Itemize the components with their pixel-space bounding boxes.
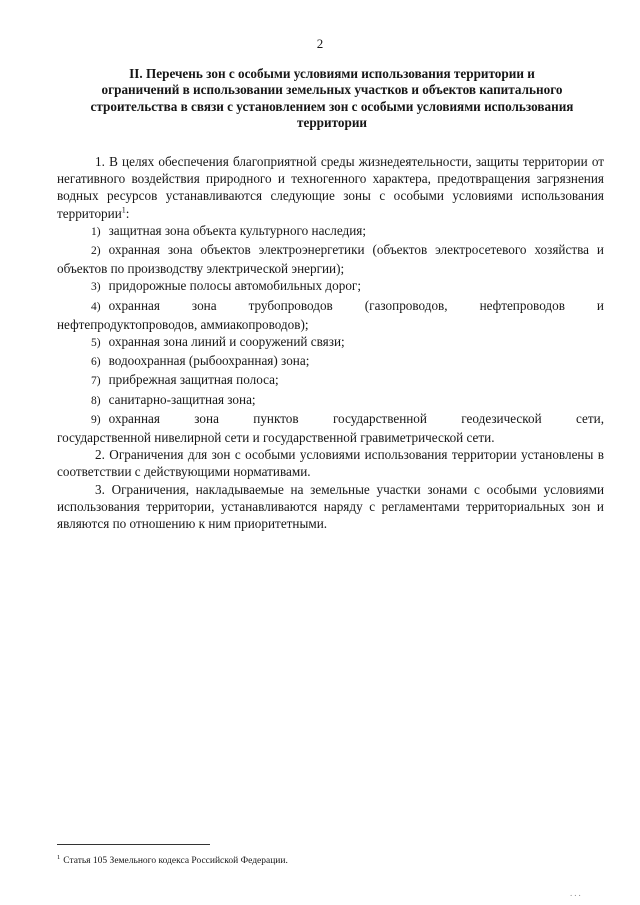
paragraph-1-end: : <box>125 205 130 221</box>
page-number: 2 <box>316 36 324 51</box>
list-item-text: охранная зона трубопроводов (газопроводов, нефтепроводов и <box>108 297 604 313</box>
list-item <box>57 371 604 390</box>
list-item <box>57 410 604 446</box>
list-item <box>57 333 604 352</box>
list-item-number: 3) <box>91 281 101 294</box>
list-item-number: 1) <box>91 225 101 238</box>
list-item-text: придорожные полосы автомобильных дорог; <box>108 278 361 294</box>
list-item-number: 4) <box>91 300 101 313</box>
list-item <box>57 297 604 333</box>
list-item-number: 5) <box>91 337 101 350</box>
paragraph-1-text: 1. В целях обеспечения благоприятной среды жизнедеятельности, защиты территории от негативного воздействия природного и техногенного характера, предотвращения загрязнения водных ресурсов устанавливаются следующие зоны с особыми условиями использования территории <box>57 154 604 221</box>
list-item <box>57 352 604 371</box>
paragraph-2: 2. Ограничения для зон с особыми условиями использования территории установлены в соответствии с действующими нормативами. <box>57 447 604 480</box>
list-item <box>57 391 604 410</box>
paragraph-1 <box>57 153 604 222</box>
heading-line-1: II. Перечень зон с особыми условиями использования территории и <box>129 66 535 81</box>
list-item-number: 2) <box>91 245 101 258</box>
list-item-number: 9) <box>91 413 101 426</box>
list-item <box>57 241 604 277</box>
list-item-text: водоохранная (рыбоохранная) зона; <box>108 353 310 369</box>
document-body <box>57 153 604 532</box>
list-item-number: 6) <box>91 356 101 369</box>
footnote-divider <box>57 844 210 845</box>
list-item-text: охранная зона линий и сооружений связи; <box>108 334 345 350</box>
list-item-line-1 <box>57 410 604 429</box>
heading-line-3: строительства в связи с установлением зон с особыми условиями использования <box>90 98 574 114</box>
heading-line-4: территории <box>296 115 368 131</box>
list-item <box>57 277 604 296</box>
corner-mark: ... <box>570 888 583 898</box>
list-item-text: защитная зона объекта культурного наследия; <box>108 222 367 238</box>
footnote-mark: 1 <box>57 854 61 861</box>
heading-line-2: ограничений в использовании земельных участков и объектов капитального <box>101 82 563 98</box>
list-item-text: прибрежная защитная полоса; <box>108 372 279 388</box>
list-item-line-1 <box>57 297 604 316</box>
list-item-number: 7) <box>91 375 101 388</box>
list-item-text-continued: нефтепродуктопроводов, аммиакопроводов); <box>57 316 309 332</box>
section-heading <box>60 66 604 132</box>
list-item-text: охранная зона пунктов государственной геодезической сети, <box>108 410 604 426</box>
list-item-text: охранная зона объектов электроэнергетики (объектов электросетевого хозяйства и объектов по производству электрической энергии); <box>57 242 604 277</box>
list-item <box>57 222 604 241</box>
list-item-text: санитарно-защитная зона; <box>108 391 256 407</box>
list-item-number: 8) <box>91 394 101 407</box>
footnote-text: Статья 105 Земельного кодекса Российской Федерации. <box>63 856 288 867</box>
footnote <box>57 852 288 867</box>
paragraph-3: 3. Ограничения, накладываемые на земельные участки зонами с особыми условиями использования территории, устанавливаются наряду с регламентами территориальных зон и являются по отношению к ним приоритетными. <box>57 481 604 532</box>
list-item-text-continued: государственной нивелирной сети и государственной гравиметрической сети. <box>57 430 495 446</box>
footnote-reference[interactable]: 1 <box>121 205 126 215</box>
